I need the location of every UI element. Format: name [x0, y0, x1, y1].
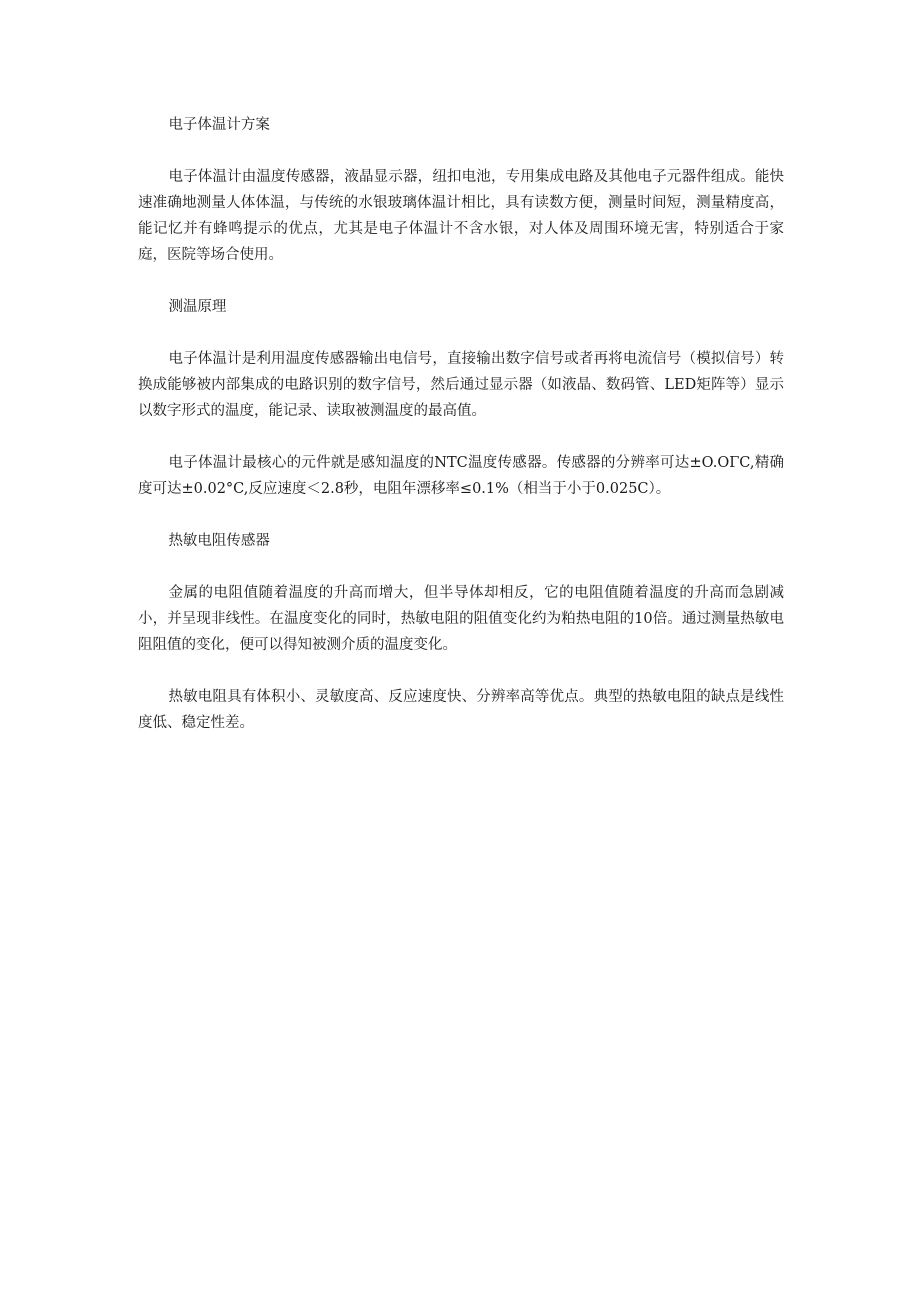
paragraph-principle: 电子体温计是利用温度传感器输出电信号，直接输出数字信号或者再将电流信号（模拟信号）转换成能够被内部集成的电路识别的数字信号，然后通过显示器（如液晶、数码管、LED矩阵等）显示以数字形式的温度，能记录、读取被测温度的最高值。 [138, 351, 784, 419]
paragraph-thermistor-pros-cons: 热敏电阻具有体积小、灵敏度高、反应速度快、分辨率高等优点。典型的热敏电阻的缺点是线性度低、稳定性差。 [138, 689, 784, 731]
paragraph-intro: 电子体温计由温度传感器，液晶显示器，纽扣电池，专用集成电路及其他电子元器件组成。能快速准确地测量人体体温，与传统的水银玻璃体温计相比，具有读数方便，测量时间短，测量精度高，能记忆并有蜂鸣提示的优点，尤其是电子体温计不含水银，对人体及周围环境无害，特别适合于家庭，医院等场合使用。 [138, 169, 784, 263]
section-heading-thermistor: 热敏电阻传感器 [168, 533, 270, 549]
document-page [138, 112, 784, 762]
paragraph-thermistor-behavior: 金属的电阻值随着温度的升高而增大，但半导体却相反，它的电阻值随着温度的升高而急剧减小，并呈现非线性。在温度变化的同时，热敏电阻的阻值变化约为粕热电阻的10倍。通过测量热敏电阻阻值的变化，便可以得知被测介质的温度变化。 [138, 585, 784, 653]
paragraph-ntc-sensor: 电子体温计最核心的元件就是感知温度的NTC温度传感器。传感器的分辨率可达±O.OΓC,精确度可达±0.02°C,反应速度＜2.8秒，电阻年漂移率≤0.1%（相当于小于0.025C）。 [138, 455, 784, 497]
section-heading-principle: 测温原理 [168, 299, 227, 315]
section-heading-scheme: 电子体温计方案 [168, 117, 270, 133]
